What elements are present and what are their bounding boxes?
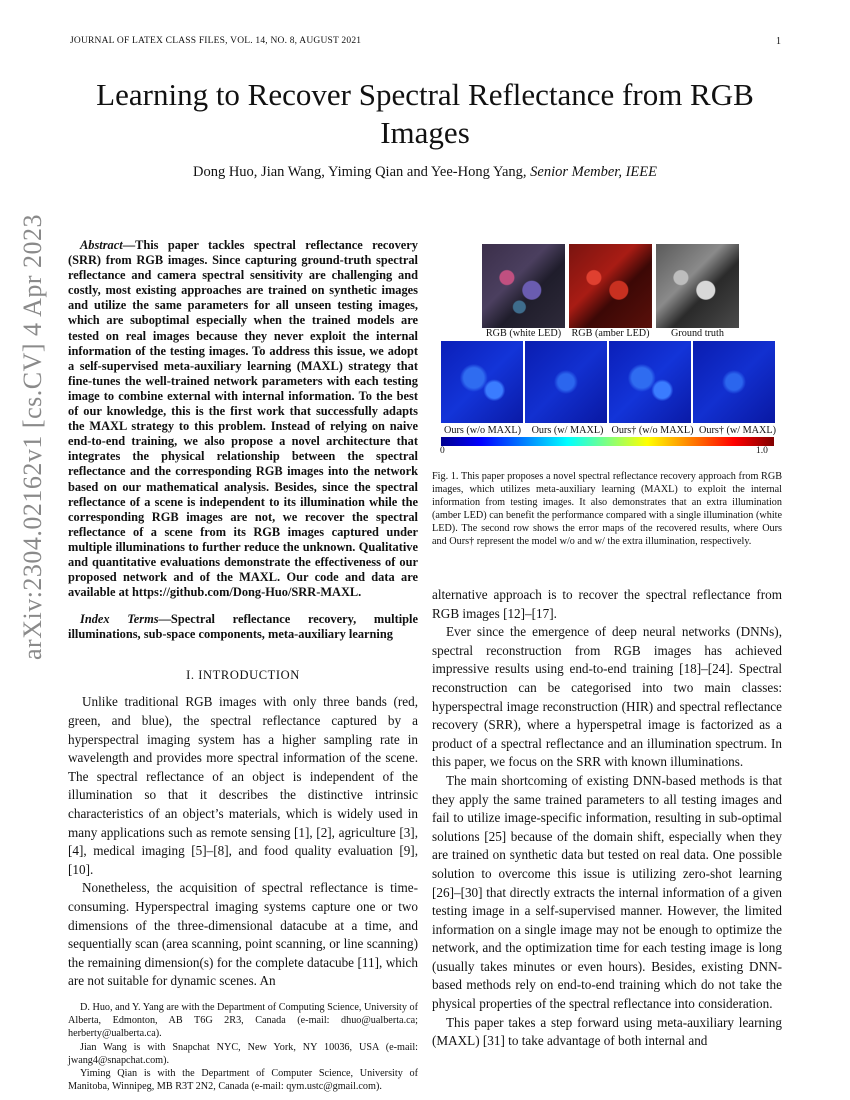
index-terms-label: Index Terms xyxy=(80,612,159,627)
author-role: Senior Member, IEEE xyxy=(530,164,657,180)
figure-1-error-labels xyxy=(441,425,779,436)
rgb-white-led-image xyxy=(482,244,565,328)
footnotes xyxy=(68,1001,418,1093)
running-head: JOURNAL OF LATEX CLASS FILES, VOL. 14, NO. 8, AUGUST 2021 xyxy=(70,36,362,46)
right-paragraph-0: alternative approach is to recover the spectral reflectance from RGB images [12]–[17]. xyxy=(432,587,782,621)
page-number: 1 xyxy=(776,36,781,47)
intro-paragraph-2: Nonetheless, the acquisition of spectral reflectance is time-consuming. Hyperspectral imaging systems capture one or two dimensions of the three-dimensional datacube at a time, and sequentially scan (area scanning, point scanning, or line scanning) the remaining dimension(s) for the complete datacube [11], which are not suitable for dynamic scenes. An xyxy=(68,880,418,989)
left-column xyxy=(68,238,418,1093)
author-names: Dong Huo, Jian Wang, Yiming Qian and Yee-Hong Yang, xyxy=(192,164,527,180)
ground-truth-image xyxy=(656,244,739,328)
section-heading-introduction: I. INTRODUCTION xyxy=(186,668,300,683)
right-paragraph-3: This paper takes a step forward using meta-auxiliary learning (MAXL) [31] to take advantage of both internal and xyxy=(432,1014,782,1049)
rgb-amber-led-image xyxy=(569,244,652,328)
right-column xyxy=(432,586,782,1051)
error-map-ours-dagger-wo-maxl xyxy=(609,341,691,423)
label-ground-truth: Ground truth xyxy=(671,328,724,339)
figure-1-error-row xyxy=(441,341,775,423)
footnote-affiliation-1: D. Huo, and Y. Yang are with the Department of Computing Science, University of Alberta, Edmonton, AB T6G 2R3, Canada (e-mail: dhuo@ualberta.ca; herberty@ualberta.ca). xyxy=(68,1001,418,1040)
figure-1-input-row xyxy=(482,244,739,328)
error-map-ours-wo-maxl xyxy=(441,341,523,423)
footnote-affiliation-3: Yiming Qian is with the Department of Computer Science, University of Manitoba, Winnipeg, MB R3T 2N2, Canada (e-mail: qym.ustc@gmail.com). xyxy=(68,1067,418,1093)
right-paragraph-1: Ever since the emergence of deep neural networks (DNNs), spectral reconstruction from RGB images has achieved impressive results using end-to-end training [18]–[24]. Spectral reconstruction can be categorised into two main classes: hyperspectral image reconstruction (HIR) and spectral reflectance recovery (SRR), where a hyperspetral image is factorized as a product of a spectral reflectance and an illumination spectrum. In this paper, we focus on the SRR with known illuminations. xyxy=(432,624,782,770)
label-rgb-white: RGB (white LED) xyxy=(485,328,562,339)
abstract-label: Abstract xyxy=(80,238,123,252)
colorbar-max-label: 1.0 xyxy=(756,446,768,456)
error-map-ours-dagger-w-maxl xyxy=(693,341,775,423)
label-rgb-amber: RGB (amber LED) xyxy=(571,328,650,339)
index-terms xyxy=(68,612,418,642)
error-colorbar xyxy=(441,437,774,446)
error-map-ours-w-maxl xyxy=(525,341,607,423)
figure-1-caption: Fig. 1. This paper proposes a novel spectral reflectance recovery approach from RGB images, which utilizes meta-auxiliary learning (MAXL) to exploit the internal information from testing images. It also demonstrates that an extra illumination (amber LED) can benefit the performance compared with a single illumination (white LED). The second row shows the error maps of the recovered results, where Ours and Ours† represent the model w/o and w/ the extra illumination, respectively. xyxy=(432,471,782,548)
figure-1-input-labels xyxy=(482,328,744,339)
colorbar-min-label: 0 xyxy=(440,446,445,456)
arxiv-stamp[interactable]: arXiv:2304.02162v1 [cs.CV] 4 Apr 2023 xyxy=(18,213,47,660)
abstract xyxy=(68,238,418,600)
label-ours-dagger-w-maxl: Ours† (w/ MAXL) xyxy=(699,425,776,436)
label-ours-wo-maxl: Ours (w/o MAXL) xyxy=(444,425,521,436)
author-line xyxy=(70,164,780,181)
label-ours-dagger-wo-maxl: Ours† (w/o MAXL) xyxy=(611,425,694,436)
index-terms-text: —Spectral reflectance recovery, multiple illuminations, sub-space components, meta-auxiliary learning xyxy=(68,612,418,642)
right-paragraph-2: The main shortcoming of existing DNN-based methods is that they apply the same trained parameters to all testing images and fail to utilize image-specific information, resulting in sub-optimal solutions [25] because of the domain shift, especially when they are trained on synthetic data but tested on real data. One possible solution to overcome this issue is utilizing zero-shot learning [26]–[30] that directly extracts the internal information of a given testing image in a self-supervised manner. However, the limited information on a single image may not be enough to optimize the network, and the optimization time for each testing image is long (usually takes minutes or even hours). Besides, existing DNN-based methods rely on end-to-end training which do not take the physical properties of the spectral reflectance into consideration. xyxy=(432,772,782,1012)
footnote-affiliation-2: Jian Wang is with Snapchat NYC, New York, NY 10036, USA (e-mail: jwang4@snapchat.com). xyxy=(68,1041,418,1066)
abstract-text: —This paper tackles spectral reflectance recovery (SRR) from RGB images. Since capturing ground-truth spectral reflectance and camera spectral sensitivity are challenging and costly, most existing approaches are trained on synthetic images and utilize the same parameters for all unseen testing images, which are suboptimal especially when the trained models are tested on real images because they never exploit the internal information of the testing images. To address this issue, we adopt a self-supervised meta-auxiliary learning (MAXL) strategy that fine-tunes the well-trained network parameters with each testing image to combine external with internal information. To the best of our knowledge, this is the first work that successfully adapts the MAXL strategy to this problem. Instead of relying on naive end-to-end training, we also propose a novel architecture that integrates the physical relationship between the spectral reflectance and the corresponding RGB images into the network based on our mathematical analysis. Besides, since the spectral reflectance of a scene is independent to its illumination while the corresponding RGB images are not, we recover the spectral reflectance of a scene from its RGB images captured under multiple illuminations to further reduce the unknown. Qualitative and quantitative evaluations demonstrate the effectiveness of our proposed network and of the MAXL. Our code and data are available at https://github.com/Dong-Huo/SRR-MAXL. xyxy=(68,238,418,600)
paper-title: Learning to Recover Spectral Reflectance from RGB Images xyxy=(96,77,754,150)
label-ours-w-maxl: Ours (w/ MAXL) xyxy=(531,425,604,436)
intro-paragraph-1: Unlike traditional RGB images with only three bands (red, green, and blue), the spectral reflectance captured by a hyperspectral imaging system has a higher sampling rate in wavelength and provides more spectral information of the scene. The spectral reflectance of an object is independent of the illumination so that it describes the distinctive intrinsic characteristics of an object’s materials, which is widely used in many applications such as remote sensing [1], [2], agriculture [3], [4], medical imaging [5]–[8], and food quality evaluation [9], [10]. xyxy=(68,694,418,877)
